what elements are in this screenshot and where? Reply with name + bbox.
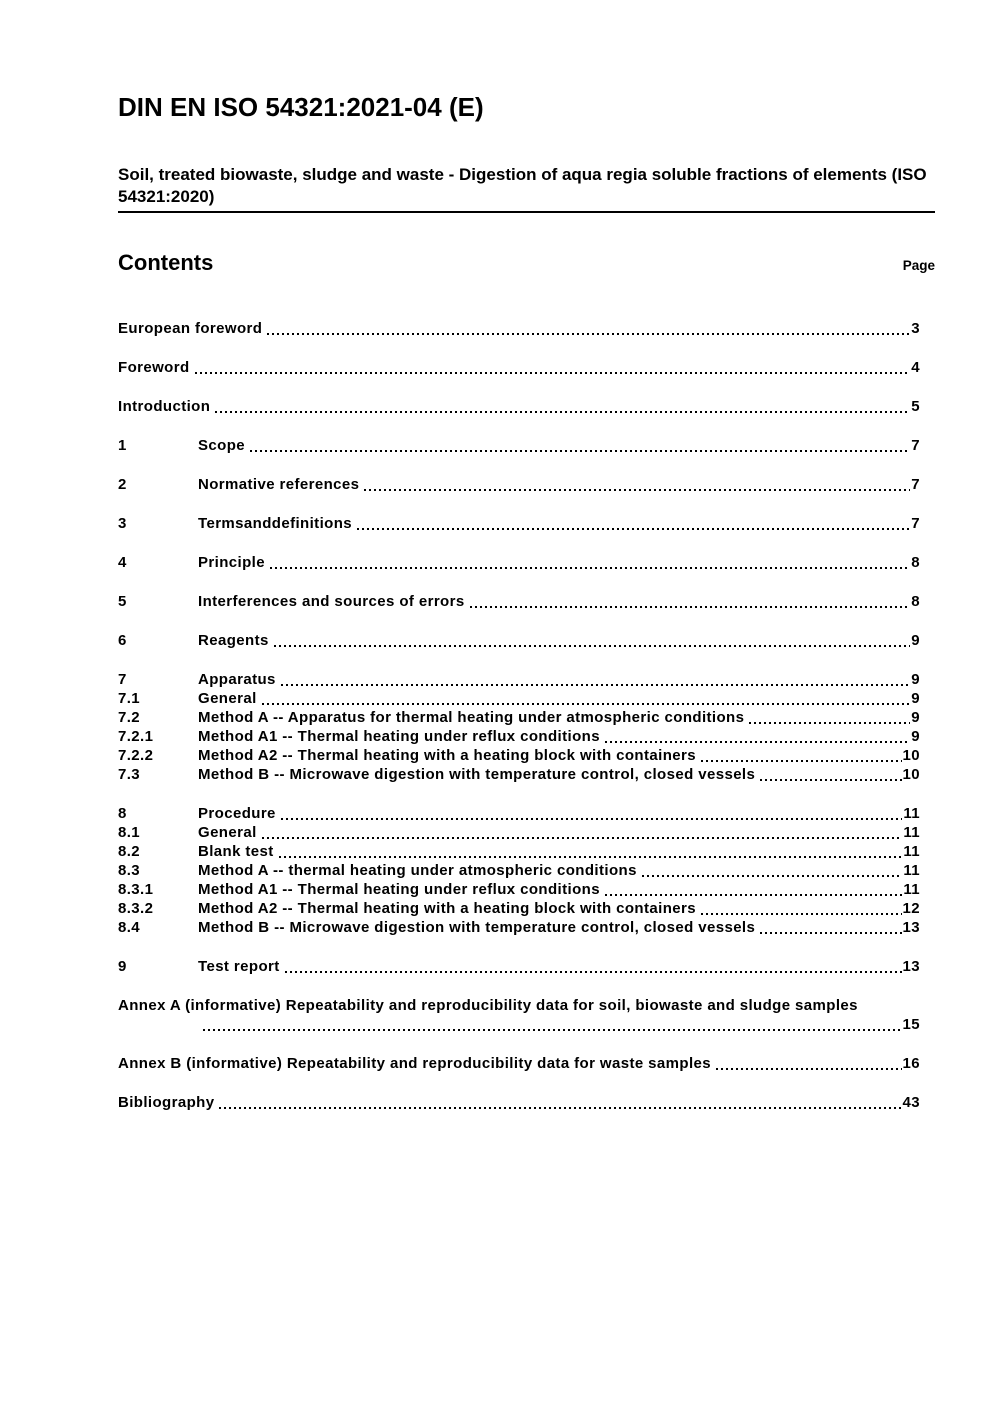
- toc-entry-number: 5: [118, 593, 127, 610]
- dot-leader: [701, 760, 902, 762]
- toc-entry-label: Introduction: [118, 398, 211, 415]
- toc-entry-number: 8.1: [118, 824, 141, 841]
- toc-entry-number: 7.2.2: [118, 747, 154, 764]
- dot-leader: [262, 837, 903, 839]
- toc-entry-number: 8.3.1: [118, 881, 154, 898]
- toc-entry-label: Bibliography: [118, 1094, 215, 1111]
- toc-entry-page: 5: [911, 398, 920, 415]
- toc-entry-page: 9: [911, 709, 920, 726]
- toc-entry[interactable]: [118, 319, 920, 338]
- contents-heading: Contents: [118, 250, 214, 275]
- toc-entry-number: 7.2.1: [118, 728, 154, 745]
- toc-entry-number: 7.1: [118, 690, 141, 707]
- toc-entry-page: 11: [903, 862, 920, 879]
- toc-entry[interactable]: [118, 397, 920, 416]
- dot-leader: [219, 1107, 901, 1109]
- toc-entry-page: 9: [911, 671, 920, 688]
- toc-entry-page: 7: [911, 476, 920, 493]
- toc-entry[interactable]: [118, 842, 920, 861]
- standard-number-title: DIN EN ISO 54321:2021-04 (E): [118, 92, 484, 122]
- toc-entry-label: Method A -- Apparatus for thermal heating under atmospheric conditions: [198, 709, 745, 726]
- toc-entry[interactable]: [118, 727, 920, 746]
- toc-entry-number: 1: [118, 437, 127, 454]
- dot-leader: [605, 741, 910, 743]
- toc-entry-label: Normative references: [198, 476, 360, 493]
- toc-entry-page: 8: [911, 554, 920, 571]
- toc-entry-page: 13: [902, 958, 920, 975]
- toc-entry-page: 11: [903, 824, 920, 841]
- dot-leader: [267, 333, 910, 335]
- toc-entry-label: Foreword: [118, 359, 190, 376]
- toc-entry-label: Test report: [198, 958, 280, 975]
- dot-leader: [716, 1068, 902, 1070]
- toc-entry-page: 9: [911, 728, 920, 745]
- toc-entry[interactable]: [118, 804, 920, 823]
- toc-entry-label: Scope: [198, 437, 246, 454]
- toc-entry[interactable]: [118, 996, 920, 1015]
- toc-entry[interactable]: [118, 765, 920, 784]
- toc-entry[interactable]: [118, 708, 920, 727]
- toc-entry[interactable]: [118, 957, 920, 976]
- toc-entry-label: Interferences and sources of errors: [198, 593, 465, 610]
- toc-entry-label: Method A2 -- Thermal heating with a heating block with containers: [198, 900, 696, 917]
- toc-entry-page: 12: [902, 900, 920, 917]
- toc-entry-number: 8.2: [118, 843, 141, 860]
- dot-leader: [262, 703, 911, 705]
- toc-entry[interactable]: [118, 631, 920, 650]
- toc-entry-number: 2: [118, 476, 127, 493]
- dot-leader: [270, 567, 910, 569]
- toc-entry-page: 43: [902, 1094, 920, 1111]
- toc-entry-page: 7: [911, 515, 920, 532]
- toc-entry-page: 9: [911, 632, 920, 649]
- toc-entry[interactable]: [118, 592, 920, 611]
- toc-entry-number: 8.4: [118, 919, 141, 936]
- toc-entry[interactable]: [118, 358, 920, 377]
- toc-entry-page: 9: [911, 690, 920, 707]
- toc-entry-label: Method A1 -- Thermal heating under reflux conditions: [198, 728, 600, 745]
- dot-leader: [285, 971, 902, 973]
- toc-entry[interactable]: [118, 436, 920, 455]
- toc-entry-label: European foreword: [118, 320, 263, 337]
- dot-leader: [279, 856, 903, 858]
- toc-entry-number: 7: [118, 671, 127, 688]
- page-column-label: Page: [902, 258, 935, 273]
- toc-entry-label: Annex B (informative) Repeatability and reproducibility data for waste samples: [118, 1055, 711, 1072]
- toc-entry-label: Method A2 -- Thermal heating with a heating block with containers: [198, 747, 696, 764]
- toc-entry-label: Annex A (informative) Repeatability and reproducibility data for soil, biowaste and sludge samples: [118, 997, 858, 1014]
- toc-entry[interactable]: [118, 670, 920, 689]
- toc-entry-number: 4: [118, 554, 127, 571]
- toc-entry-page: 4: [911, 359, 920, 376]
- toc-entry-label: Reagents: [198, 632, 269, 649]
- dot-leader: [470, 606, 911, 608]
- toc-entry[interactable]: [118, 1054, 920, 1073]
- toc-entry-label: Method A -- thermal heating under atmospheric conditions: [198, 862, 637, 879]
- toc-entry-number: 8: [118, 805, 127, 822]
- toc-entry[interactable]: [118, 823, 920, 842]
- dot-leader: [203, 1029, 902, 1031]
- toc-entry-number: 6: [118, 632, 127, 649]
- dot-leader: [364, 489, 910, 491]
- toc-entry-page: 15: [902, 1016, 920, 1033]
- toc-entry-label: Blank test: [198, 843, 274, 860]
- toc-entry-label: Apparatus: [198, 671, 276, 688]
- toc-entry[interactable]: [118, 899, 920, 918]
- toc-entry[interactable]: [118, 880, 920, 899]
- toc-entry-number: 8.3: [118, 862, 141, 879]
- toc-entry-number: 8.3.2: [118, 900, 154, 917]
- toc-entry[interactable]: [118, 553, 920, 572]
- toc-entry-label: General: [198, 824, 257, 841]
- dot-leader: [215, 411, 910, 413]
- dot-leader: [274, 645, 911, 647]
- toc-entry[interactable]: [118, 861, 920, 880]
- toc-entry-page: 16: [902, 1055, 920, 1072]
- dot-leader: [605, 894, 902, 896]
- toc-entry-page: 10: [902, 766, 920, 783]
- toc-entry-label: Termsanddefinitions: [198, 515, 353, 532]
- toc-entry[interactable]: [118, 514, 920, 533]
- toc-entry-page: 11: [903, 881, 920, 898]
- toc-entry-label: Method A1 -- Thermal heating under reflux conditions: [198, 881, 600, 898]
- toc-entry-label: Procedure: [198, 805, 276, 822]
- toc-entry[interactable]: [118, 1093, 920, 1112]
- dot-leader: [195, 372, 911, 374]
- dot-leader: [281, 684, 910, 686]
- dot-leader: [250, 450, 910, 452]
- dot-leader: [701, 913, 902, 915]
- toc-entry-number: 9: [118, 958, 127, 975]
- dot-leader: [357, 528, 910, 530]
- toc-entry[interactable]: [118, 475, 920, 494]
- toc-entry-number: 7.2: [118, 709, 141, 726]
- dot-leader: [760, 779, 901, 781]
- toc-entry-label: Method B -- Microwave digestion with temperature control, closed vessels: [198, 919, 756, 936]
- dot-leader: [642, 875, 903, 877]
- toc-entry-page: 8: [911, 593, 920, 610]
- dot-leader: [760, 932, 901, 934]
- toc-entry-page: 11: [903, 805, 920, 822]
- toc-entry[interactable]: [118, 918, 920, 937]
- toc-entry[interactable]: [118, 746, 920, 765]
- toc-entry-number: 3: [118, 515, 127, 532]
- toc-entry-label: Principle: [198, 554, 265, 571]
- dot-leader: [281, 818, 903, 820]
- toc-entry-page: 10: [902, 747, 920, 764]
- toc-entry-page: 7: [911, 437, 920, 454]
- toc-entry-page: 13: [902, 919, 920, 936]
- toc-entry-label: Method B -- Microwave digestion with temperature control, closed vessels: [198, 766, 756, 783]
- toc-entry[interactable]: [118, 689, 920, 708]
- contents-header-row: [118, 251, 935, 275]
- toc-entry-number: 7.3: [118, 766, 141, 783]
- toc-entry-continuation[interactable]: [118, 1015, 920, 1034]
- document-title: Soil, treated biowaste, sludge and waste - Digestion of aqua regia soluble fractions of elements (ISO 54321:2020): [118, 164, 935, 213]
- toc-entry-page: 11: [903, 843, 920, 860]
- toc-entry-page: 3: [911, 320, 920, 337]
- dot-leader: [749, 722, 910, 724]
- table-of-contents: [118, 319, 920, 1112]
- toc-entry-label: General: [198, 690, 257, 707]
